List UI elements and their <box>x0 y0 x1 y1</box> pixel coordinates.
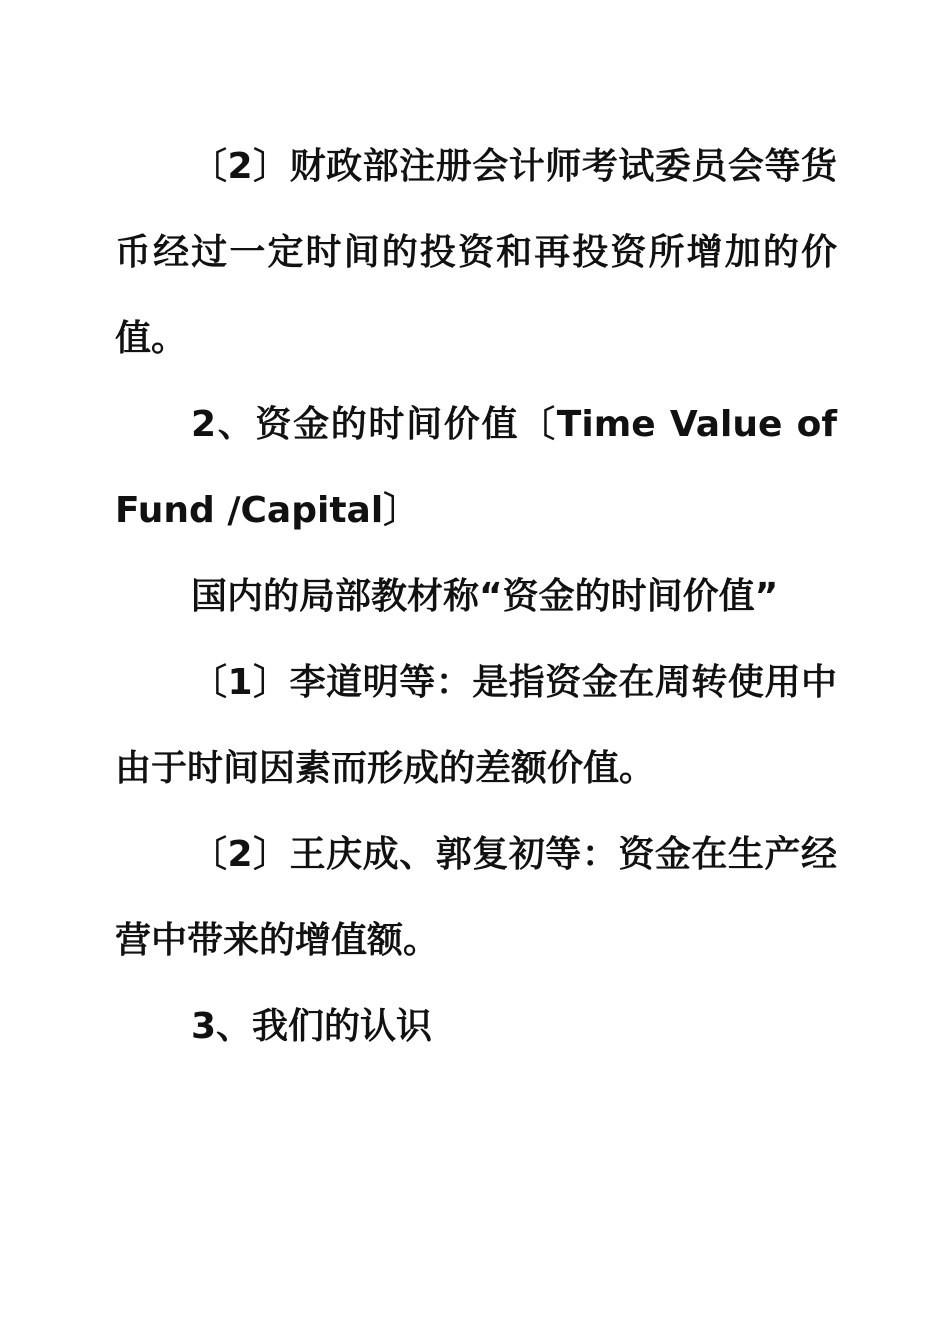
document-body <box>115 124 837 1070</box>
paragraph-definition-li-daoming: 〔1〕李道明等：是指资金在周转使用中由于时间因素而形成的差额价值。 <box>115 662 837 789</box>
paragraph-definition-wang-qingcheng: 〔2〕王庆成、郭复初等：资金在生产经营中带来的增值额。 <box>115 834 837 961</box>
heading-time-value-of-fund: 2、资金的时间价值〔Time Value of Fund /Capital〕 <box>115 404 837 531</box>
heading-our-understanding: 3、我们的认识 <box>191 1006 433 1047</box>
paragraph-domestic-textbooks: 国内的局部教材称“资金的时间价值” <box>191 576 779 617</box>
paragraph-definition-cpa: 〔2〕财政部注册会计师考试委员会等货币经过一定时间的投资和再投资所增加的价值。 <box>115 146 837 359</box>
